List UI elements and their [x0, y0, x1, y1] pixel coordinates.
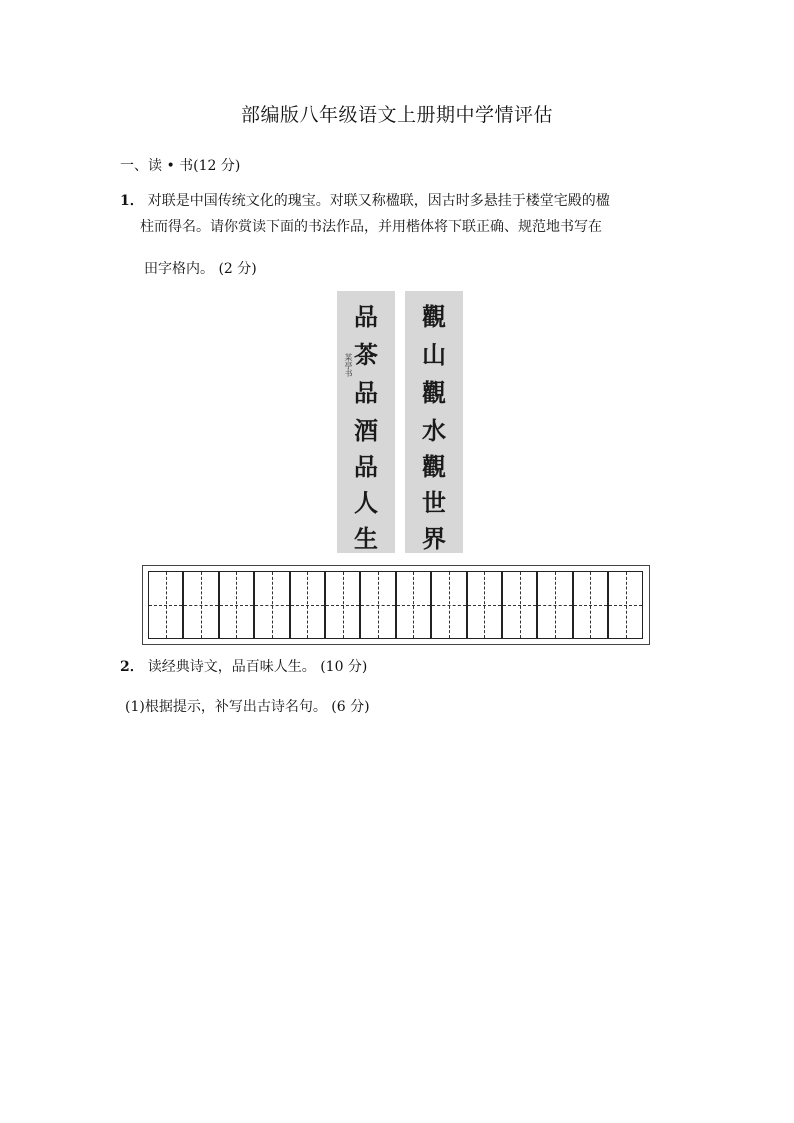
cell-horizontal-guide [255, 605, 288, 606]
cell-horizontal-guide [291, 605, 324, 606]
cell-horizontal-guide [149, 605, 182, 606]
tianzige-cell[interactable] [608, 571, 643, 639]
tianzige-cell[interactable] [148, 571, 183, 639]
tianzige-cell[interactable] [431, 571, 466, 639]
couplet-char: 品 [354, 378, 378, 407]
cell-horizontal-guide [503, 605, 536, 606]
calligraphy-inscription: 某亭书 [344, 353, 353, 377]
question-1-text: 对联是中国传统文化的瑰宝。对联又称楹联，因古时多悬挂于楼堂宅殿的楹 [147, 193, 610, 209]
couplet-char: 品 [354, 302, 378, 331]
tianzige-cell[interactable] [360, 571, 395, 639]
couplet-upper-scroll [405, 291, 463, 553]
couplet-char: 山 [422, 340, 446, 369]
couplet-char: 品 [354, 452, 378, 481]
question-1-number: 1． [120, 193, 144, 209]
tianzige-cell[interactable] [325, 571, 360, 639]
cell-horizontal-guide [397, 605, 430, 606]
tianzige-cell[interactable] [537, 571, 572, 639]
question-1-line-1 [120, 186, 680, 216]
question-2 [120, 656, 367, 676]
couplet-char: 茶 [354, 340, 378, 369]
cell-horizontal-guide [220, 605, 253, 606]
tianzige-cell[interactable] [502, 571, 537, 639]
tianzige-cell[interactable] [254, 571, 289, 639]
couplet-char: 觀 [422, 452, 446, 481]
question-2-number: 2． [120, 659, 144, 675]
couplet-char: 水 [422, 416, 446, 445]
cell-horizontal-guide [184, 605, 217, 606]
question-1-line-3: 田字格内。 (2 分) [144, 261, 257, 277]
tianzige-cell[interactable] [290, 571, 325, 639]
cell-horizontal-guide [432, 605, 465, 606]
cell-horizontal-guide [574, 605, 607, 606]
cell-horizontal-guide [326, 605, 359, 606]
cell-horizontal-guide [609, 605, 642, 606]
couplet-lower-scroll [337, 291, 395, 553]
cell-horizontal-guide [468, 605, 501, 606]
tianzige-cell[interactable] [467, 571, 502, 639]
couplet-char: 生 [354, 524, 378, 553]
section-heading: 一、读 • 书(12 分) [120, 158, 241, 174]
page-title: 部编版八年级语文上册期中学情评估 [240, 104, 553, 126]
question-2-sub-1: (1)根据提示，补写出古诗名句。 (6 分) [125, 699, 370, 715]
couplet-char: 觀 [422, 378, 446, 407]
question-2-text: 读经典诗文，品百味人生。 (10 分) [147, 659, 368, 675]
couplet-char: 人 [354, 488, 378, 517]
couplet-char: 界 [422, 524, 446, 553]
cell-horizontal-guide [361, 605, 394, 606]
tianzige-grid [142, 565, 650, 645]
couplet-char: 世 [422, 488, 446, 517]
tianzige-cell[interactable] [219, 571, 254, 639]
couplet-char: 酒 [354, 416, 378, 445]
tianzige-row [148, 571, 644, 639]
couplet-char: 觀 [422, 302, 446, 331]
tianzige-cell[interactable] [183, 571, 218, 639]
tianzige-cell[interactable] [396, 571, 431, 639]
cell-horizontal-guide [538, 605, 571, 606]
tianzige-cell[interactable] [573, 571, 608, 639]
question-1-line-2: 柱而得名。请你赏读下面的书法作品，并用楷体将下联正确、规范地书写在 [140, 219, 602, 235]
